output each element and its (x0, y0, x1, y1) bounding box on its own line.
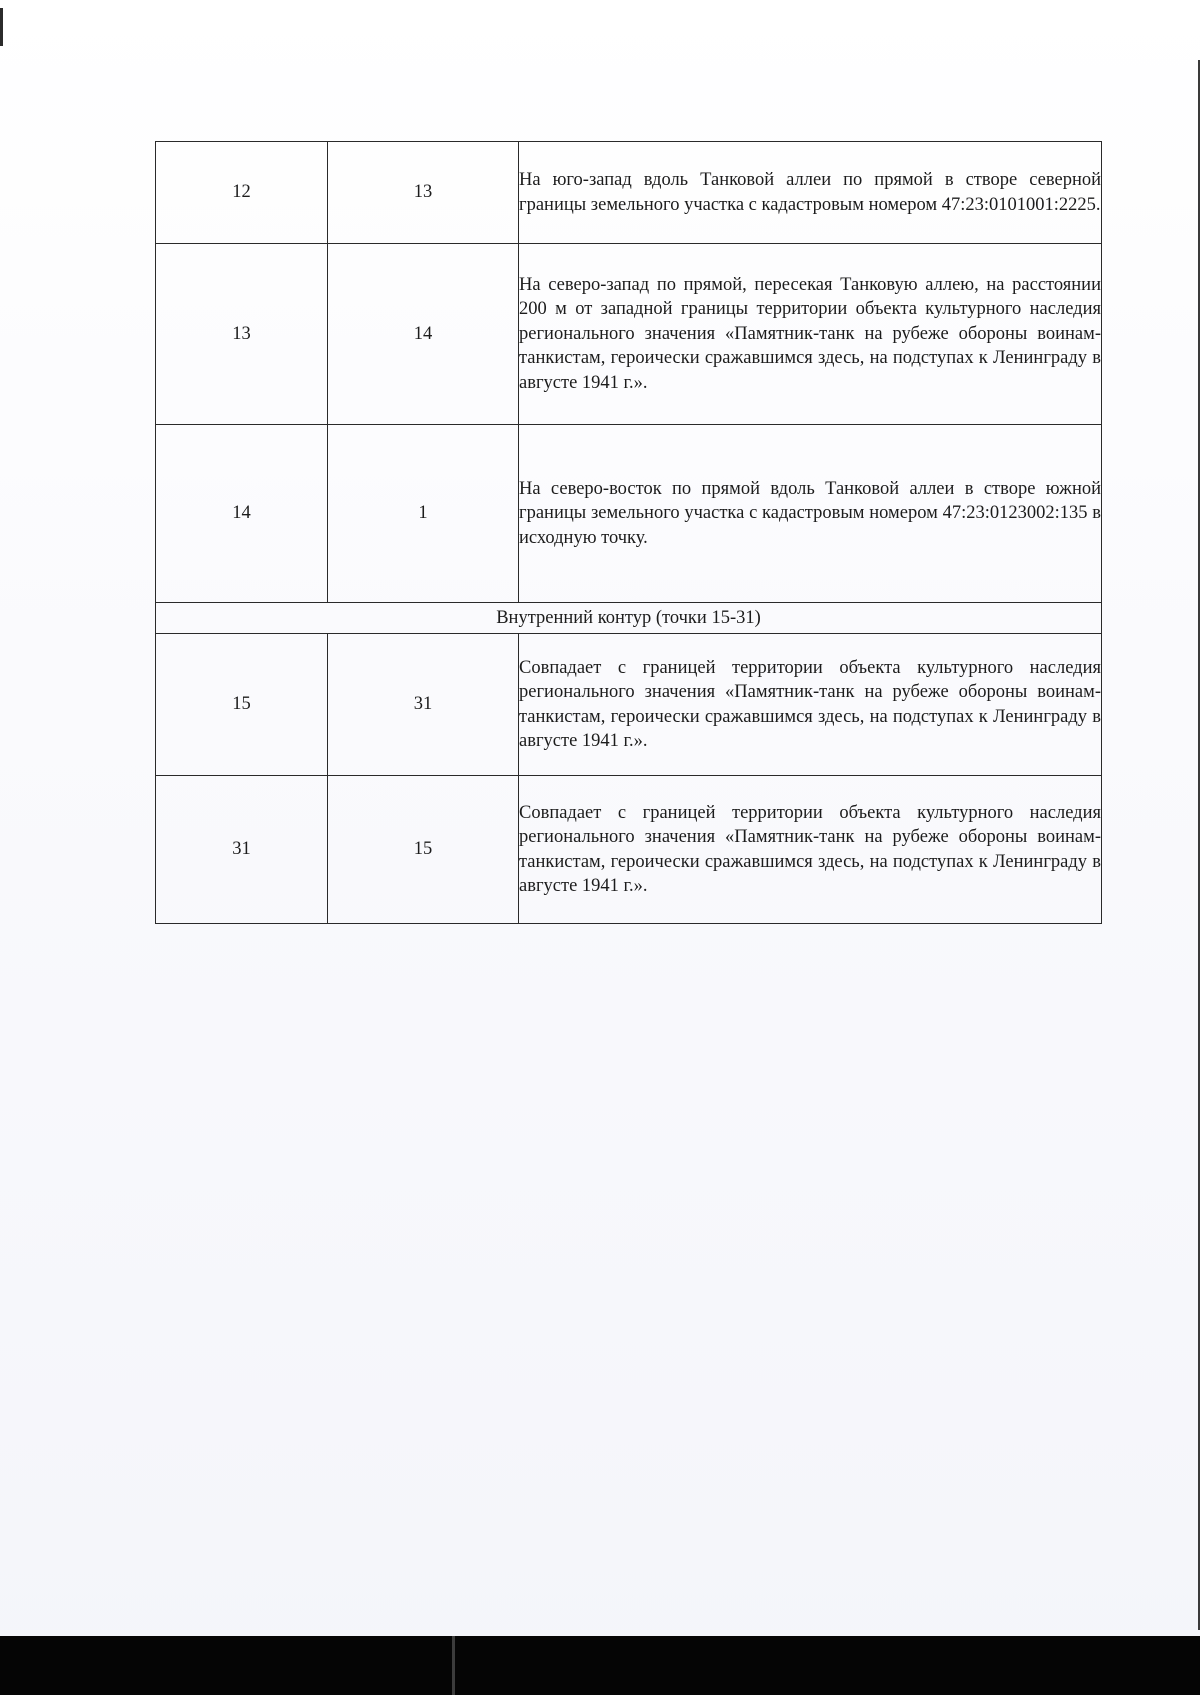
point-from-cell: 31 (156, 776, 328, 924)
scan-bottom-band (0, 1636, 1200, 1695)
table-row (156, 776, 1102, 924)
boundary-description-cell: Совпадает с границей территории объекта культурного наследия регионального значения «Памятник-танк на рубеже обороны воинам-танкистам, героически сражавшимся здесь, на подступах к Ленинграду в августе 1941 г.». (519, 634, 1102, 776)
point-from-cell: 12 (156, 142, 328, 244)
point-to-cell: 15 (328, 776, 519, 924)
point-from-cell: 13 (156, 244, 328, 425)
point-from-cell: 14 (156, 425, 328, 603)
boundary-description-cell: Совпадает с границей территории объекта культурного наследия регионального значения «Памятник-танк на рубеже обороны воинам-танкистам, героически сражавшимся здесь, на подступах к Ленинграду в августе 1941 г.». (519, 776, 1102, 924)
table-row (156, 244, 1102, 425)
scan-bottom-band-divider (452, 1636, 455, 1695)
inner-contour-header: Внутренний контур (точки 15-31) (156, 603, 1102, 634)
boundary-description-cell: На северо-запад по прямой, пересекая Танковую аллею, на расстоянии 200 м от западной границы территории объекта культурного наследия регионального значения «Памятник-танк на рубеже обороны воинам-танкистам, героически сражавшимся здесь, на подступах к Ленинграду в августе 1941 г.». (519, 244, 1102, 425)
boundary-description-cell: На юго-запад вдоль Танковой аллеи по прямой в створе северной границы земельного участка с кадастровым номером 47:23:0101001:2225. (519, 142, 1102, 244)
section-header-row (156, 603, 1102, 634)
point-to-cell: 14 (328, 244, 519, 425)
point-to-cell: 13 (328, 142, 519, 244)
table-row (156, 142, 1102, 244)
scan-edge-mark (0, 8, 3, 46)
point-to-cell: 31 (328, 634, 519, 776)
table-row (156, 425, 1102, 603)
point-from-cell: 15 (156, 634, 328, 776)
boundary-description-cell: На северо-восток по прямой вдоль Танковой аллеи в створе южной границы земельного участка с кадастровым номером 47:23:0123002:135 в исходную точку. (519, 425, 1102, 603)
point-to-cell: 1 (328, 425, 519, 603)
table-row (156, 634, 1102, 776)
boundary-description-table (155, 141, 1102, 924)
